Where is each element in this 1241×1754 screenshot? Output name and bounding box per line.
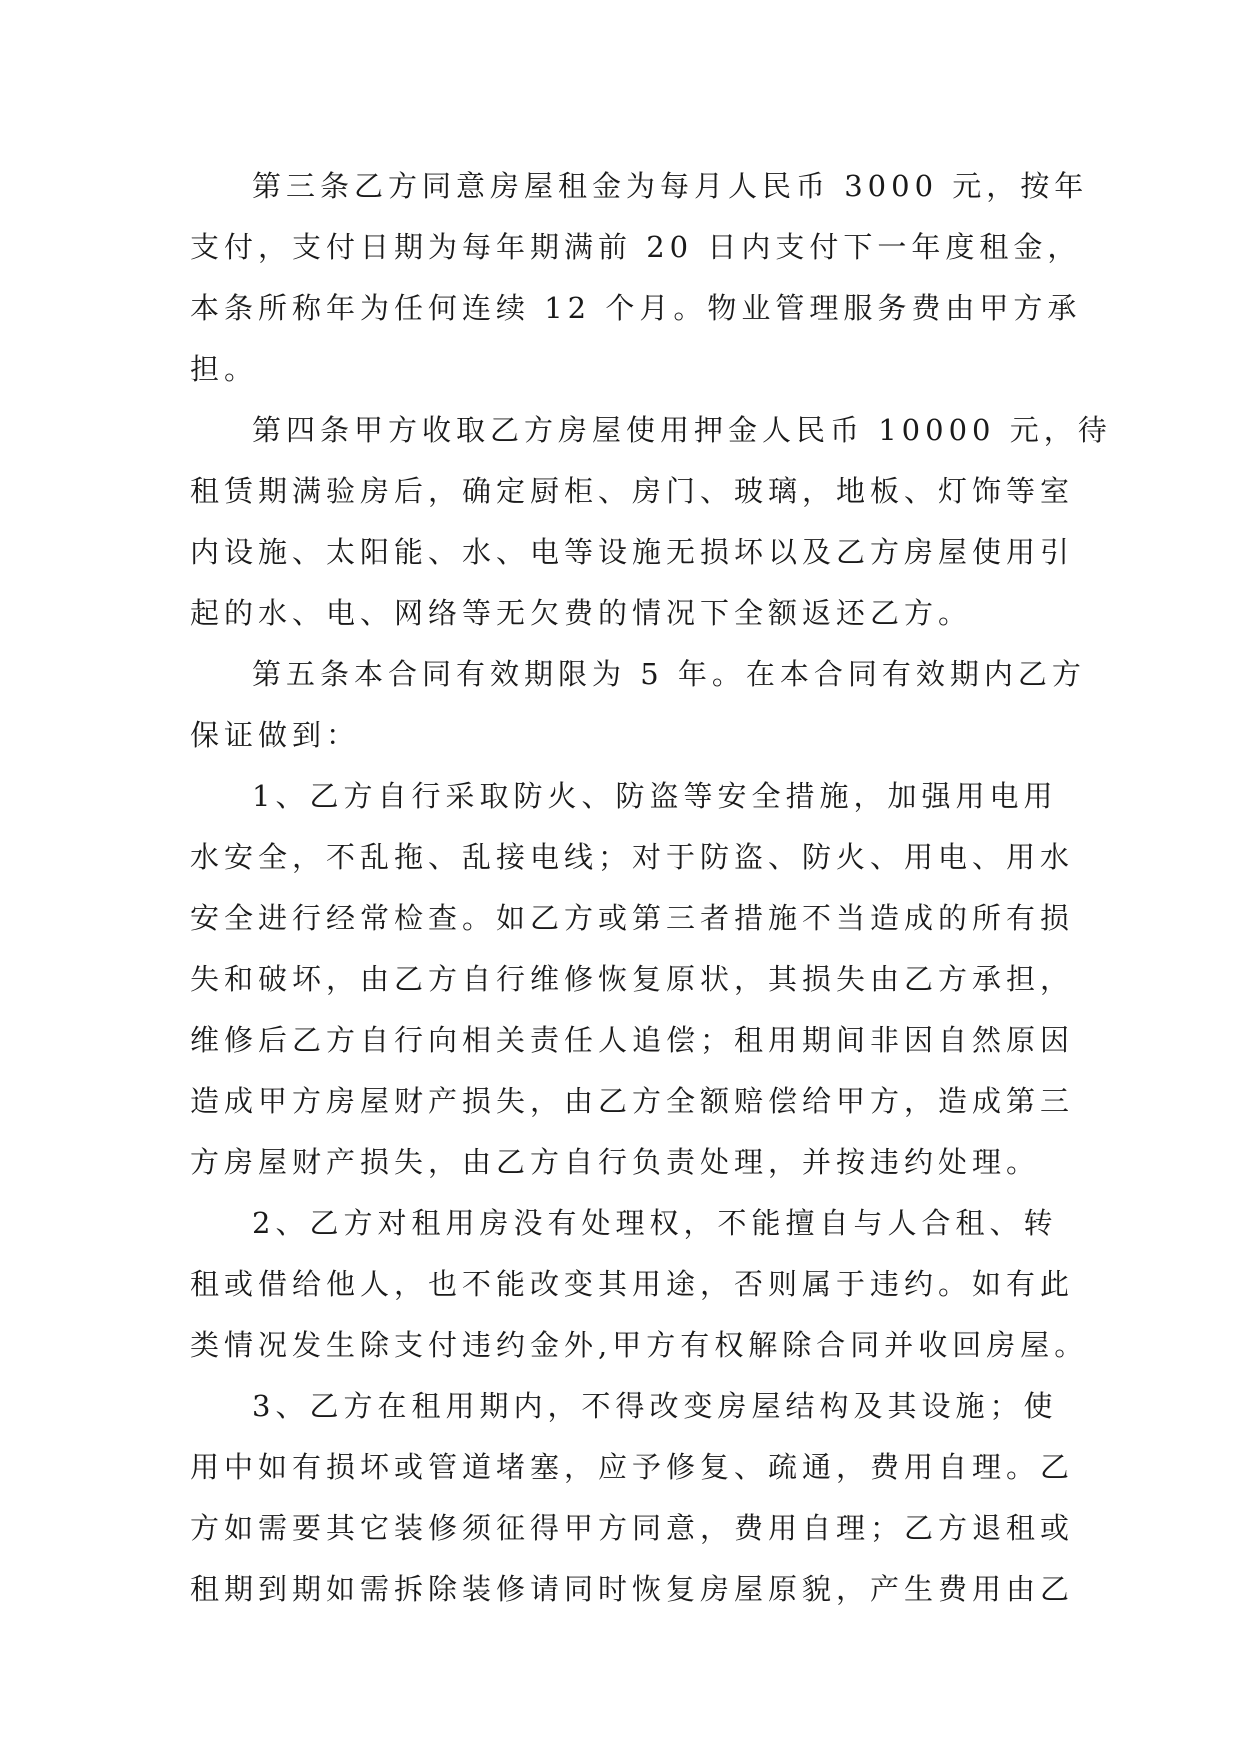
paragraph-article-4	[190, 400, 1112, 644]
document-body	[190, 156, 1112, 1620]
paragraph-item-2	[190, 1193, 1089, 1376]
paragraph-article-5	[190, 644, 1086, 766]
text-line: 起的水、电、网络等无欠费的情况下全额返还乙方。	[190, 596, 973, 630]
text-line: 用中如有损坏或管道堵塞，应予修复、疏通，费用自理。乙	[190, 1450, 1075, 1484]
text-line: 2、乙方对租用房没有处理权，不能擅自与人合租、转	[252, 1206, 1058, 1240]
text-line: 失和破坏，由乙方自行维修恢复原状，其损失由乙方承担，	[190, 962, 1075, 996]
text-line: 维修后乙方自行向相关责任人追偿；租用期间非因自然原因	[190, 1023, 1075, 1057]
text-line: 3、乙方在租用期内，不得改变房屋结构及其设施；使	[252, 1389, 1058, 1423]
text-line: 第五条本合同有效期限为 5 年。在本合同有效期内乙方	[252, 657, 1086, 691]
paragraph-article-3	[190, 156, 1089, 400]
text-line: 类情况发生除支付违约金外,甲方有权解除合同并收回房屋。	[190, 1328, 1089, 1362]
text-line: 租期到期如需拆除装修请同时恢复房屋原貌，产生费用由乙	[190, 1572, 1075, 1606]
text-line: 方如需要其它装修须征得甲方同意，费用自理；乙方退租或	[190, 1511, 1075, 1545]
paragraph-item-1	[190, 766, 1075, 1193]
text-line: 保证做到：	[190, 718, 361, 752]
text-line: 1、乙方自行采取防火、防盗等安全措施，加强用电用	[252, 779, 1058, 813]
text-line: 安全进行经常检查。如乙方或第三者措施不当造成的所有损	[190, 901, 1075, 935]
text-line: 水安全，不乱拖、乱接电线；对于防盗、防火、用电、用水	[190, 840, 1075, 874]
text-line: 第四条甲方收取乙方房屋使用押金人民币 10000 元，待	[252, 413, 1112, 447]
text-line: 造成甲方房屋财产损失，由乙方全额赔偿给甲方，造成第三	[190, 1084, 1075, 1118]
paragraph-item-3	[190, 1376, 1075, 1620]
text-line: 本条所称年为任何连续 12 个月。物业管理服务费由甲方承	[190, 291, 1082, 325]
text-line: 方房屋财产损失，由乙方自行负责处理，并按违约处理。	[190, 1145, 1041, 1179]
text-line: 租或借给他人，也不能改变其用途，否则属于违约。如有此	[190, 1267, 1075, 1301]
text-line: 租赁期满验房后，确定厨柜、房门、玻璃，地板、灯饰等室	[190, 474, 1075, 508]
text-line: 第三条乙方同意房屋租金为每月人民币 3000 元，按年	[252, 169, 1089, 203]
text-line: 担。	[190, 352, 259, 386]
text-line: 内设施、太阳能、水、电等设施无损坏以及乙方房屋使用引	[190, 535, 1075, 569]
text-line: 支付，支付日期为每年期满前 20 日内支付下一年度租金，	[190, 230, 1082, 264]
